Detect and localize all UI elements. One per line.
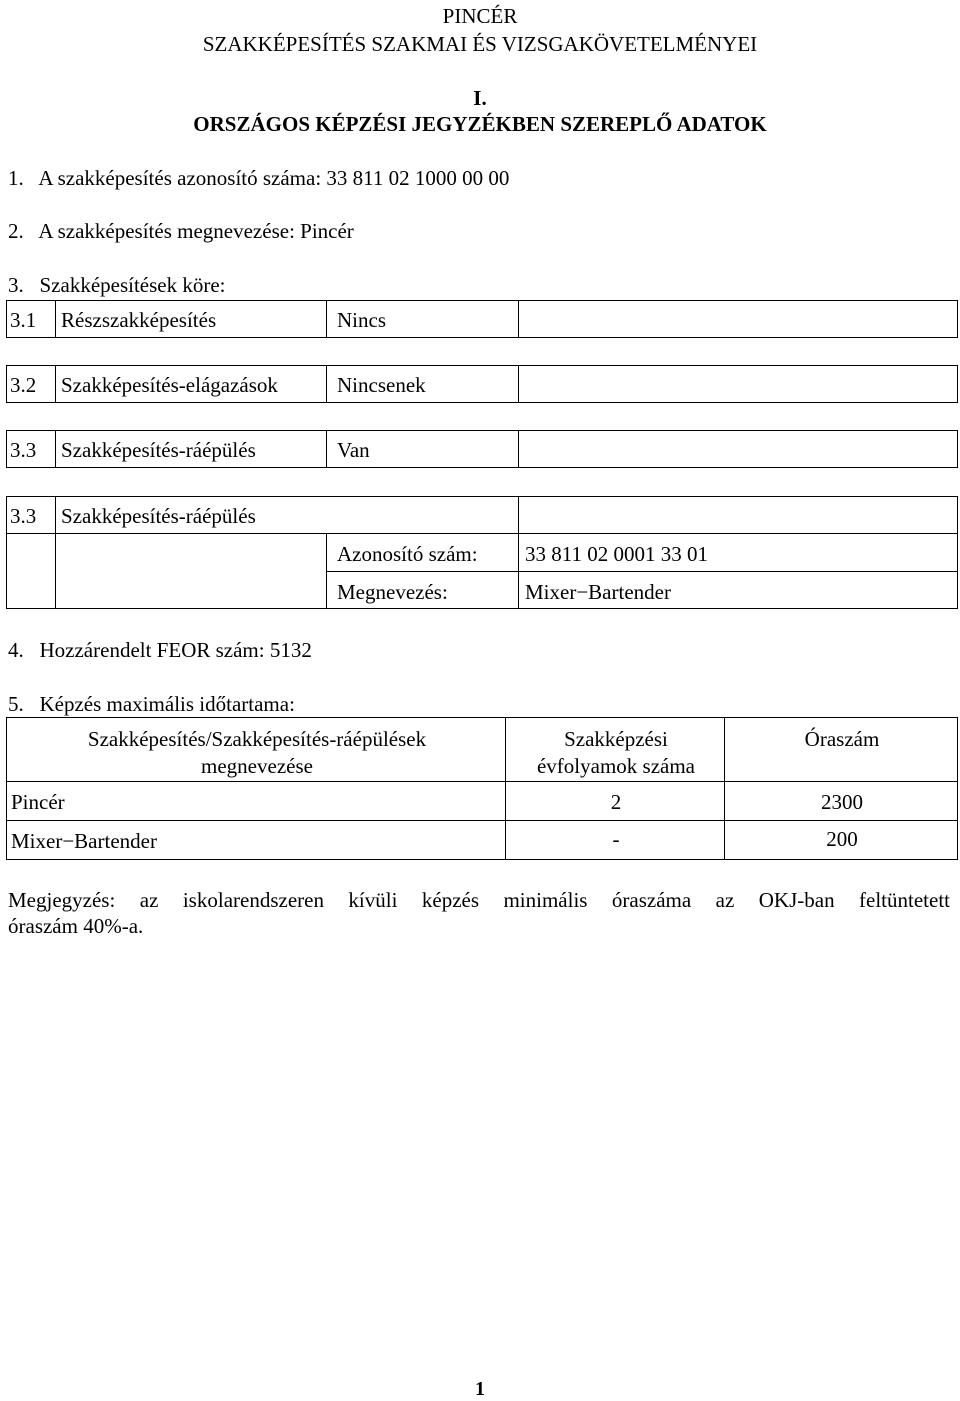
row-label-cell [55,430,327,468]
table-header-hours [724,717,958,782]
section-title: ORSZÁGOS KÉPZÉSI JEGYZÉKBEN SZEREPLŐ ADATOK [193,112,767,136]
row-label-cell [55,300,327,338]
row-number-cell [6,365,56,403]
extension-id-label: Azonosító szám: [337,542,478,566]
row-number: 3.3 [10,438,37,462]
table-header-hours-text: Óraszám [804,727,880,751]
extension-number: 3.3 [10,504,37,528]
document-subtitle: SZAKKÉPESÍTÉS SZAKMAI ÉS VIZSGAKÖVETELMÉNYEI [202,32,758,56]
extension-name-label: Megnevezés: [337,580,448,604]
item-5-duration-heading: 5. Képzés maximális időtartama: [8,692,295,716]
document-title: PINCÉR [442,4,518,28]
row-hours: 2300 [821,790,863,814]
table-cell-hours [724,820,958,860]
extension-name-value-cell [518,571,958,609]
row-name: Pincér [11,790,65,814]
row-label: Részszakképesítés [61,308,217,332]
row-number: 3.2 [10,373,37,397]
row-value-cell [326,365,519,403]
item-3-qualification-scope: 3. Szakképesítések köre: [8,273,226,297]
table-header-name-text: Szakképesítés/Szakképesítés-ráépülések megnevezése [87,727,427,778]
note-line-1: Megjegyzés: az iskolarendszeren kívüli képzés minimális óraszáma az OKJ-ban feltüntetett [8,888,950,912]
section-number: I. [473,86,487,110]
row-label-cell [55,365,327,403]
row-value: Nincsenek [337,373,426,397]
row-empty-cell [518,365,958,403]
row-number: 3.1 [10,308,37,332]
row-value-cell [326,300,519,338]
row-label: Szakképesítés-elágazások [61,373,278,397]
table-cell-years [505,820,725,860]
extension-id-value: 33 811 02 0001 33 01 [525,542,708,566]
extension-name-label-cell [326,571,519,609]
table-cell-name [6,820,506,860]
extension-label: Szakképesítés-ráépülés [61,504,256,528]
row-number-cell [6,430,56,468]
table-header-name [6,717,506,782]
note-line-2: óraszám 40%-a. [8,914,144,938]
table-cell-name [6,781,506,821]
extension-empty-cell [518,496,958,534]
row-empty-cell [518,300,958,338]
row-name: Mixer−Bartender [11,829,157,853]
page-number: 1 [475,1378,485,1400]
item-1-qualification-id: 1. A szakképesítés azonosító száma: 33 811 02 1000 00 00 [8,166,510,190]
extension-number-cell [6,496,56,534]
extension-id-label-cell [326,533,519,572]
table-header-years-text: Szakképzési évfolyamok száma [536,727,696,778]
extension-id-value-cell [518,533,958,572]
extension-label-cell [55,496,519,534]
table-header-years [505,717,725,782]
extension-blank-cell [6,533,56,609]
row-years: - [612,827,620,851]
row-label: Szakképesítés-ráépülés [61,438,256,462]
item-4-feor: 4. Hozzárendelt FEOR szám: 5132 [8,638,312,662]
extension-name-value: Mixer−Bartender [525,580,671,604]
row-empty-cell [518,430,958,468]
row-value: Van [337,438,370,462]
row-hours: 200 [826,827,858,851]
row-years: 2 [610,790,622,814]
extension-blank-cell [55,533,327,609]
row-number-cell [6,300,56,338]
row-value: Nincs [337,308,386,332]
item-2-qualification-name: 2. A szakképesítés megnevezése: Pincér [8,219,354,243]
table-cell-hours [724,781,958,821]
row-value-cell [326,430,519,468]
table-cell-years [505,781,725,821]
